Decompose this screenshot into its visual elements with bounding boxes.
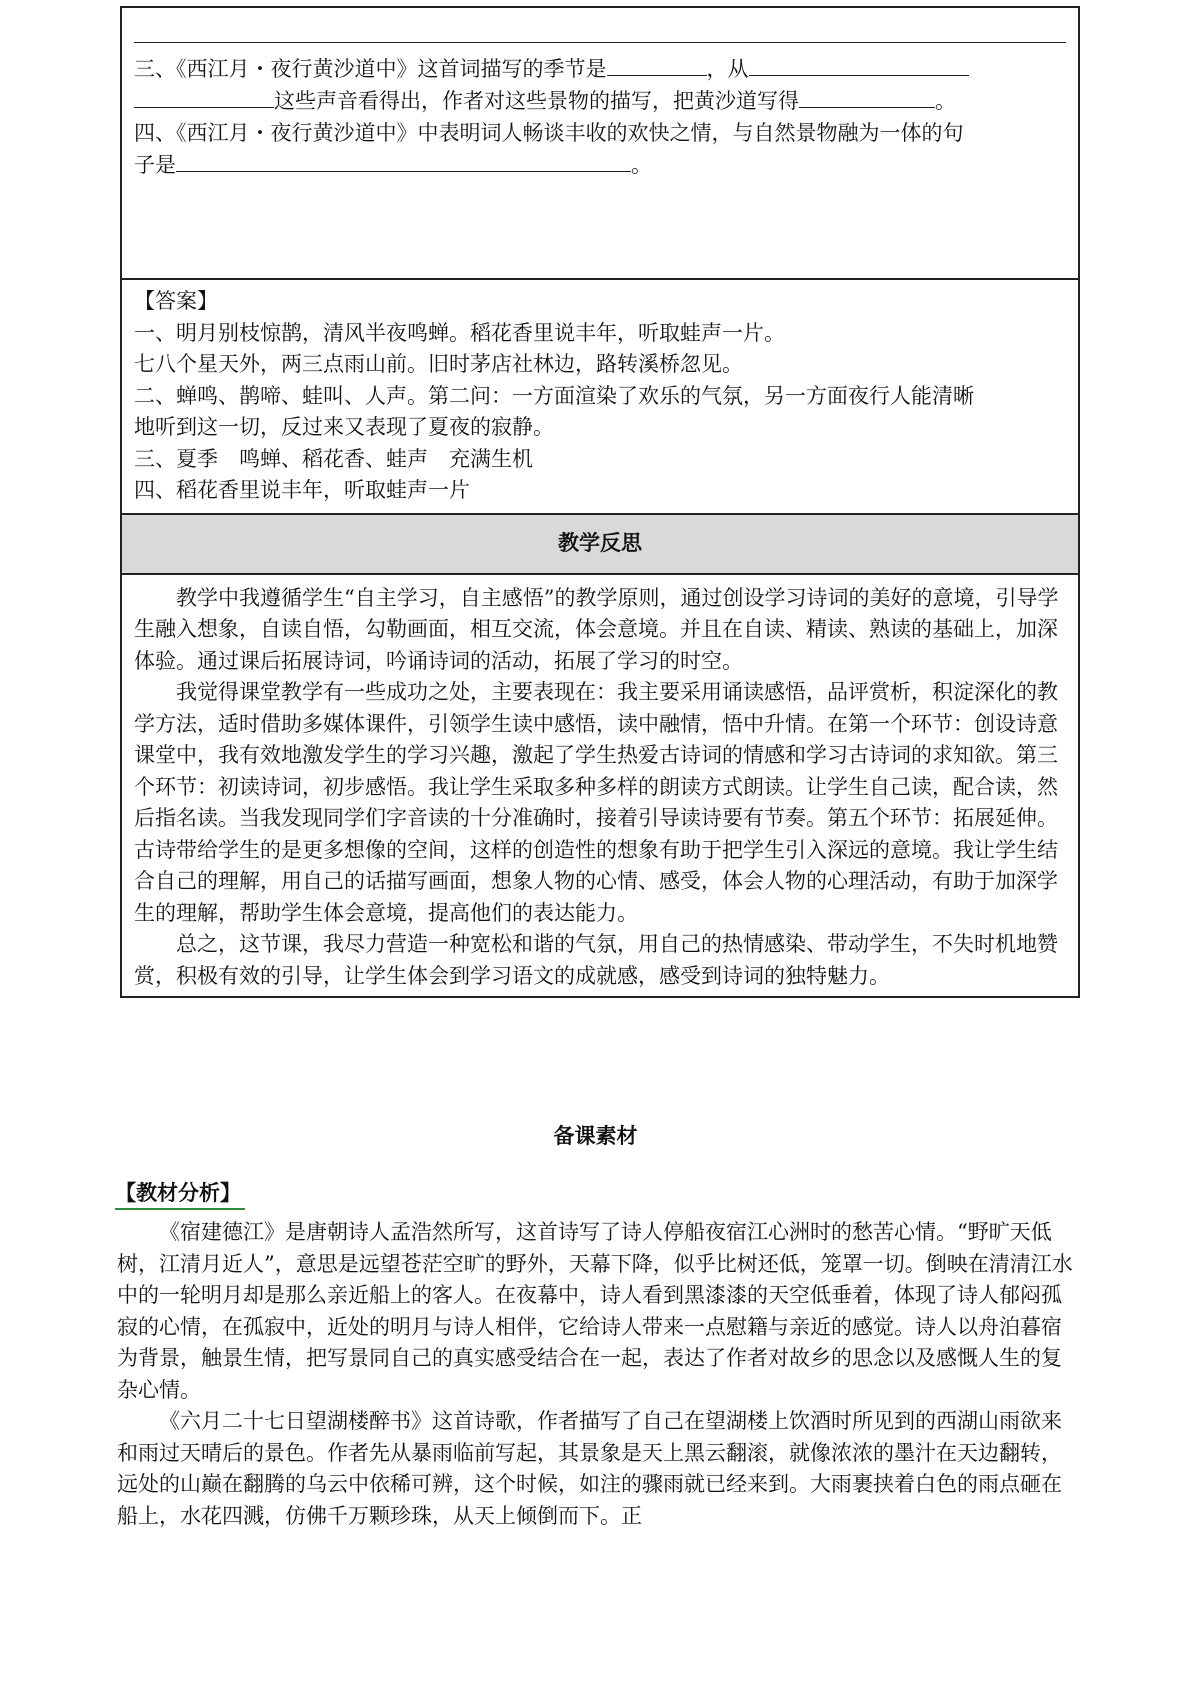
reflection-paragraph: 我觉得课堂教学有一些成功之处，主要表现在：我主要采用诵读感悟，品评赏析，积淀深化的教学方法，适时借助多媒体课件，引领学生读中感悟，读中融情，悟中升情。在第一个环节：创设诗意课堂中，我有效地激发学生的学习兴趣，激起了学生热爱古诗词的情感和学习古诗词的求知欲。第三个环节：初读诗词，初步感悟。我让学生采取多种多样的朗读方式朗读。让学生自己读，配合读，然后指名读。当我发现同学们字音读的十分准确时，接着引导读诗要有节奏。第五个环节：拓展延伸。古诗带给学生的是更多想像的空间，这样的创造性的想象有助于把学生引入深远的意境。我让学生结合自己的理解，用自己的话描写画面，想象人物的心情、感受，体会人物的心理活动，有助于加深学生的理解，帮助学生体会意境，提高他们的表达能力。 [134,680,1058,925]
questions-row [121,7,1079,279]
questions-cell [121,7,1079,279]
sounds-blank-start[interactable] [749,53,969,76]
question-3-line-2: 这些声音看得出，作者对这些景物的描写，把黄沙道写得 。 [134,85,1066,118]
answers-heading: 【答案】 [134,289,218,313]
reflection-paragraph: 教学中我遵循学生“自主学习，自主感悟”的教学原则，通过创设学习诗词的美好的意境，引导学生融入想象，自读自悟，勾勒画面，相互交流，体会意境。并且在自读、精读、熟读的基础上，加深体验。通过课后拓展诗词，吟诵诗词的活动，拓展了学习的时空。 [134,585,1059,673]
answer-line: 二、蝉鸣、鹊啼、蛙叫、人声。第二问：一方面渲染了欢乐的气氛，另一方面夜行人能清晰 [134,383,974,408]
analysis-paragraph: 《六月二十七日望湖楼醉书》这首诗歌，作者描写了自己在望湖楼上饮酒时所见到的西湖山雨欲来和雨过天晴后的景色。作者先从暴雨临前写起，其景象是天上黑云翻滚，就像浓浓的墨汁在天边翻转，远处的山巅在翻腾的乌云中依稀可辨，这个时候，如注的骤雨就已经来到。大雨裹挟着白色的雨点砸在船上，水花四溅，仿佛千万颗珍珠，从天上倾倒而下。正 [117,1409,1062,1528]
reflection-row [121,574,1079,998]
answer-line: 三、夏季 鸣蝉、稻花香、蛙声 充满生机 [134,446,533,471]
answer-line: 四、稻花香里说丰年，听取蛙声一片 [134,478,470,502]
question-3-line-1: 三、《西江月・夜行黄沙道中》这首词描写的季节是 ，从 [134,53,1066,86]
reflection-cell [121,574,1079,998]
answers-cell [121,279,1079,514]
sounds-blank-end[interactable] [134,85,274,108]
answer-line: 地听到这一切，反过来又表现了夏夜的寂静。 [134,415,554,439]
question-4-line-2: 子是 。 [134,149,1066,182]
sentence-blank[interactable] [176,149,631,172]
analysis-label: 【教材分析】 [115,1178,245,1210]
question-4-line-1: 四、《西江月・夜行黄沙道中》中表明词人畅谈丰收的欢快之情，与自然景物融为一体的句 [134,120,964,145]
materials-title: 备课素材 [553,1124,638,1148]
season-blank[interactable] [607,53,707,76]
answer-line: 七八个星天外，两三点雨山前。旧时茅店社林边，路转溪桥忽见。 [134,352,743,376]
reflection-heading: 教学反思 [121,514,1079,574]
answers-row [121,279,1079,514]
analysis-paragraph: 《宿建德江》是唐朝诗人孟浩然所写，这首诗写了诗人停船夜宿江心洲时的愁苦心情。“野旷天低树，江清月近人”，意思是远望苍茫空旷的野外，天幕下降，似乎比树还低，笼罩一切。倒映在清清江水中的一轮明月却是那么亲近船上的客人。在夜幕中，诗人看到黑漆漆的天空低垂着，体现了诗人郁闷孤寂的心情，在孤寂中，近处的明月与诗人相伴，它给诗人带来一点慰籍与亲近的感觉。诗人以舟泊暮宿为背景，触景生情，把写景同自己的真实感受结合在一起，表达了作者对故乡的思念以及感慨人生的复杂心情。 [117,1220,1073,1402]
reflection-paragraph: 总之，这节课，我尽力营造一种宽松和谐的气氛，用自己的热情感染、带动学生，不失时机地赞赏，积极有效的引导，让学生体会到学习语文的成就感，感受到诗词的独特魅力。 [134,932,1058,988]
description-blank[interactable] [799,85,935,108]
lesson-table [120,6,1080,998]
answer-blank-line [134,20,1066,53]
answer-line: 一、明月别枝惊鹊，清风半夜鸣蝉。稻花香里说丰年，听取蛙声一片。 [134,320,785,345]
reflection-heading-row [121,514,1079,574]
analysis-body [117,1217,1077,1532]
